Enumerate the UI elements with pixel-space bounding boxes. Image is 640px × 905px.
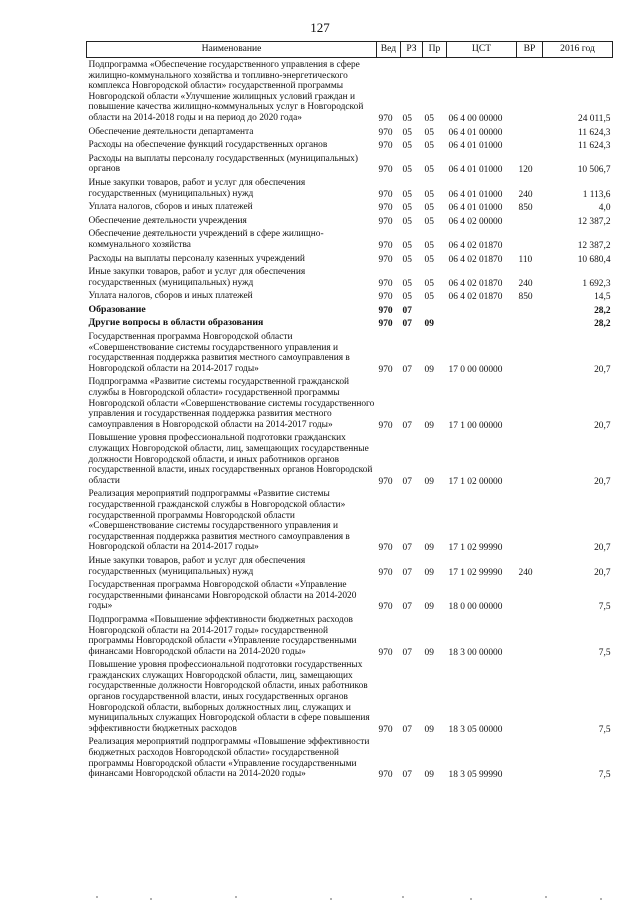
cell-amount: 20,7	[594, 420, 611, 431]
table-row	[87, 200, 613, 214]
table-header-row	[87, 42, 613, 58]
cell-rz: 07	[402, 567, 412, 578]
table-row	[87, 303, 613, 317]
cell-rz: 05	[402, 165, 412, 176]
cell-cst: 06 4 00 00000	[448, 113, 503, 124]
cell-vr: 240	[518, 278, 533, 289]
cell-cst: 06 4 02 01870	[448, 292, 503, 303]
column-header-name: Наименование	[87, 42, 377, 58]
column-header-cst: ЦСТ	[447, 42, 517, 58]
cell-name: Подпрограмма «Повышение эффективности бюджетных расходов Новгородской области на 2014-2017 годы» государственной программы Новгородской области «Управление государственными финансами Новгородской области на 2014-2020 годы»	[88, 614, 357, 657]
cell-amount: 24 011,5	[578, 113, 611, 124]
cell-name: Повышение уровня профессиональной подготовки государственных гражданских служащих Новгородской области, лиц, замещающих государственные должности Новгородской области, иных работников органов государственной власти, иных государственных органов Новгородской области, выборных должностных лиц, служащих и муниципальных служащих Новгородской области в сфере повышения эффективности бюджетных расходов	[88, 660, 370, 734]
page-number: 127	[310, 20, 330, 35]
table-row	[87, 58, 613, 125]
cell-cst: 18 3 00 00000	[448, 647, 503, 658]
cell-rz: 07	[402, 770, 412, 781]
table-row	[87, 176, 613, 200]
cell-rz: 07	[402, 319, 412, 330]
cell-amount: 7,5	[598, 724, 611, 735]
cell-amount: 20,7	[594, 543, 611, 554]
cell-pr: 09	[424, 770, 434, 781]
cell-amount: 12 387,2	[577, 216, 611, 227]
cell-cst: 06 4 02 00000	[448, 216, 503, 227]
cell-pr: 05	[424, 141, 434, 152]
cell-name: Государственная программа Новгородской области «Управление государственными финансами Новгородской области на 2014-2020 годы»	[88, 580, 357, 612]
cell-cst: 06 4 02 01870	[448, 254, 503, 265]
cell-ved: 970	[378, 543, 393, 554]
cell-rz: 05	[402, 292, 412, 303]
cell-ved: 970	[378, 724, 393, 735]
cell-rz: 07	[402, 305, 412, 316]
cell-pr: 09	[424, 543, 434, 554]
table-row	[87, 138, 613, 152]
cell-amount: 1 692,3	[582, 278, 611, 289]
cell-name: Реализация мероприятий подпрограммы «Повышение эффективности бюджетных расходов Новгородской области» государственной программы Новгородской области «Управление государственными финансами Новгородской области на 2014-2020 годы»	[88, 737, 370, 780]
cell-pr	[423, 303, 447, 317]
cell-vr	[517, 658, 543, 735]
cell-pr: 05	[424, 292, 434, 303]
cell-vr	[517, 214, 543, 228]
cell-ved: 970	[378, 240, 393, 251]
cell-ved: 970	[378, 420, 393, 431]
table-row	[87, 152, 613, 176]
cell-pr: 09	[424, 364, 434, 375]
cell-ved: 970	[378, 141, 393, 152]
column-header-ved: Вед	[377, 42, 401, 58]
cell-ved: 970	[378, 567, 393, 578]
table-row	[87, 252, 613, 266]
cell-pr: 05	[424, 165, 434, 176]
table-row	[87, 265, 613, 289]
cell-vr: 110	[518, 254, 533, 265]
cell-vr	[517, 375, 543, 431]
cell-rz: 05	[402, 240, 412, 251]
cell-rz: 07	[402, 602, 412, 613]
cell-vr	[517, 330, 543, 375]
cell-amount: 10 680,4	[577, 254, 611, 265]
cell-vr	[517, 613, 543, 658]
cell-vr	[517, 138, 543, 152]
cell-cst	[447, 303, 517, 317]
column-header-pr: Пр	[423, 42, 447, 58]
cell-amount: 20,7	[594, 364, 611, 375]
cell-vr	[517, 316, 543, 330]
cell-cst: 06 4 01 01000	[448, 165, 503, 176]
cell-vr	[517, 735, 543, 780]
table-row	[87, 214, 613, 228]
cell-ved: 970	[378, 216, 393, 227]
cell-rz: 05	[402, 113, 412, 124]
cell-name: Повышение уровня профессиональной подготовки гражданских служащих Новгородской области, лиц, замещающих государственные должности Новгородской области, и иных работников органов государственной власти, иных государственных органов Новгородской области	[88, 433, 373, 486]
cell-ved: 970	[378, 319, 393, 330]
cell-name: Расходы на обеспечение функций государственных органов	[88, 140, 328, 151]
table-row	[87, 613, 613, 658]
column-header-amount: 2016 год	[543, 42, 613, 58]
cell-vr	[517, 58, 543, 125]
cell-vr	[517, 431, 543, 487]
cell-cst: 06 4 01 01000	[448, 203, 503, 214]
cell-amount: 10 506,7	[577, 165, 611, 176]
cell-vr: 850	[518, 203, 533, 214]
cell-pr: 09	[424, 420, 434, 431]
cell-rz: 05	[402, 254, 412, 265]
cell-cst: 17 1 02 00000	[448, 476, 503, 487]
cell-vr: 240	[518, 567, 533, 578]
cell-ved: 970	[378, 364, 393, 375]
cell-cst: 17 1 00 00000	[448, 420, 503, 431]
cell-pr: 05	[424, 113, 434, 124]
cell-amount: 11 624,3	[578, 141, 611, 152]
cell-cst: 06 4 01 01000	[448, 141, 503, 152]
cell-amount: 1 113,6	[582, 189, 611, 200]
cell-ved: 970	[378, 602, 393, 613]
cell-name: Иные закупки товаров, работ и услуг для обеспечения государственных (муниципальных) нужд	[88, 177, 306, 199]
table-row	[87, 375, 613, 431]
cell-rz: 07	[402, 364, 412, 375]
cell-rz: 05	[402, 141, 412, 152]
cell-name: Другие вопросы в области образования	[88, 317, 264, 329]
table-row	[87, 578, 613, 613]
cell-cst: 18 0 00 00000	[448, 602, 503, 613]
cell-cst: 06 4 01 01000	[448, 189, 503, 200]
cell-name: Иные закупки товаров, работ и услуг для обеспечения государственных (муниципальных) нужд	[88, 555, 306, 577]
cell-amount: 11 624,3	[578, 127, 611, 138]
cell-name: Реализация мероприятий подпрограммы «Развитие системы государственной гражданской службы в Новгородской области» государственной программы Новгородской области «Совершенствование системы государственного управления и государственная поддержка развития местного самоуправления в Новгородской области на 2014-2017 годы»	[88, 489, 350, 553]
cell-amount: 20,7	[594, 567, 611, 578]
cell-pr: 05	[424, 203, 434, 214]
cell-cst	[447, 316, 517, 330]
cell-ved: 970	[378, 647, 393, 658]
cell-cst: 06 4 02 01870	[448, 240, 503, 251]
cell-pr: 05	[424, 127, 434, 138]
cell-rz: 07	[402, 543, 412, 554]
budget-table	[86, 41, 613, 781]
cell-pr: 05	[424, 254, 434, 265]
cell-pr: 09	[424, 647, 434, 658]
table-row	[87, 330, 613, 375]
cell-vr	[517, 578, 543, 613]
column-header-vr: ВР	[517, 42, 543, 58]
cell-pr: 05	[424, 189, 434, 200]
cell-amount: 14,5	[594, 292, 611, 303]
cell-vr	[517, 303, 543, 317]
table-row	[87, 227, 613, 251]
cell-amount: 20,7	[594, 476, 611, 487]
table-row	[87, 289, 613, 303]
cell-pr: 05	[424, 240, 434, 251]
cell-rz: 07	[402, 724, 412, 735]
cell-name: Уплата налогов, сборов и иных платежей	[88, 291, 253, 302]
cell-rz: 07	[402, 420, 412, 431]
cell-vr: 240	[518, 189, 533, 200]
cell-ved: 970	[378, 278, 393, 289]
cell-vr	[517, 487, 543, 554]
cell-ved: 970	[378, 305, 393, 316]
cell-pr: 09	[424, 567, 434, 578]
cell-rz: 05	[402, 216, 412, 227]
cell-cst: 18 3 05 00000	[448, 724, 503, 735]
cell-amount: 12 387,2	[577, 240, 611, 251]
cell-amount: 28,2	[594, 319, 611, 330]
cell-vr: 120	[518, 165, 533, 176]
cell-ved: 970	[378, 189, 393, 200]
cell-name: Уплата налогов, сборов и иных платежей	[88, 202, 253, 213]
cell-ved: 970	[378, 203, 393, 214]
cell-rz: 07	[402, 647, 412, 658]
cell-ved: 970	[378, 292, 393, 303]
cell-pr: 09	[424, 724, 434, 735]
cell-ved: 970	[378, 113, 393, 124]
table-row	[87, 658, 613, 735]
cell-pr: 09	[424, 319, 434, 330]
cell-name: Обеспечение деятельности учреждения	[88, 215, 247, 226]
cell-name: Расходы на выплаты персоналу государственных (муниципальных) органов	[88, 153, 358, 175]
cell-cst: 06 4 02 01870	[448, 278, 503, 289]
cell-cst: 17 1 02 99990	[448, 567, 503, 578]
cell-pr: 09	[424, 602, 434, 613]
cell-ved: 970	[378, 127, 393, 138]
cell-cst: 17 1 02 99990	[448, 543, 503, 554]
cell-name: Государственная программа Новгородской области «Совершенствование системы государственного управления и государственная поддержка развития местного самоуправления в Новгородской области на 2014-2017 годы»	[88, 332, 350, 374]
cell-ved: 970	[378, 165, 393, 176]
table-row	[87, 735, 613, 780]
cell-rz: 05	[402, 278, 412, 289]
table-row	[87, 487, 613, 554]
cell-rz: 05	[402, 127, 412, 138]
cell-name: Расходы на выплаты персоналу казенных учреждений	[88, 253, 305, 264]
table-row	[87, 125, 613, 139]
scan-artifact-dots	[0, 895, 640, 901]
cell-name: Иные закупки товаров, работ и услуг для обеспечения государственных (муниципальных) нужд	[88, 267, 306, 288]
cell-cst: 18 3 05 99990	[448, 770, 503, 781]
cell-pr: 09	[424, 476, 434, 487]
cell-name: Подпрограмма «Развитие системы государственной гражданской службы в Новгородской области» государственной программы Новгородской области «Совершенствование системы государственного управления и государственная поддержка развития местного самоуправления в Новгородской области на 2014-2017 годы»	[88, 377, 375, 430]
table-row	[87, 554, 613, 578]
cell-name: Обеспечение деятельности учреждений в сфере жилищно-коммунального хозяйства	[88, 229, 324, 250]
cell-rz: 05	[402, 189, 412, 200]
cell-pr: 05	[424, 216, 434, 227]
cell-name: Образование	[88, 303, 146, 315]
cell-vr	[517, 227, 543, 251]
cell-vr	[517, 125, 543, 139]
cell-ved: 970	[378, 254, 393, 265]
cell-cst: 17 0 00 00000	[448, 364, 503, 375]
cell-ved: 970	[378, 476, 393, 487]
cell-ved: 970	[378, 770, 393, 781]
cell-amount: 28,2	[594, 305, 611, 316]
table-row	[87, 316, 613, 330]
cell-rz: 07	[402, 476, 412, 487]
cell-amount: 7,5	[598, 647, 611, 658]
cell-amount: 7,5	[598, 770, 611, 781]
cell-amount: 7,5	[598, 602, 611, 613]
cell-name: Обеспечение деятельности департамента	[88, 126, 254, 137]
column-header-rz: РЗ	[401, 42, 423, 58]
cell-amount: 4,0	[598, 203, 611, 214]
cell-name: Подпрограмма «Обеспечение государственного управления в сфере жилищно-коммунального хозяйства и топливно-энергетического комплекса Новгородской области» государственной программы Новгородской области «Улучшение жилищных условий граждан и повышение качества жилищно-коммунальных услуг в Новгородской области на 2014-2018 годы и на период до 2020 года»	[88, 60, 364, 123]
cell-cst: 06 4 01 00000	[448, 127, 503, 138]
cell-rz: 05	[402, 203, 412, 214]
cell-pr: 05	[424, 278, 434, 289]
cell-vr: 850	[518, 292, 533, 303]
table-row	[87, 431, 613, 487]
